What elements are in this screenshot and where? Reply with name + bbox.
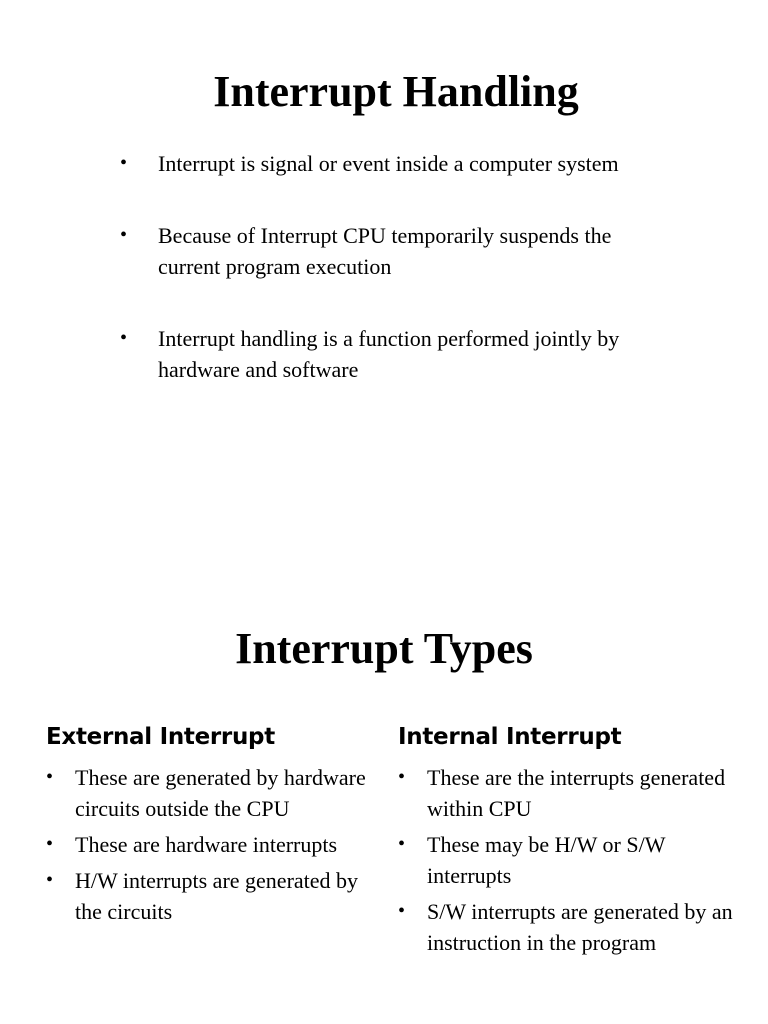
bullet-icon: • (46, 833, 54, 855)
list-item (398, 896, 737, 958)
bullet-text: Interrupt is signal or event inside a computer system (158, 151, 619, 176)
bullet-icon: • (46, 869, 54, 891)
bullet-text: These are the interrupts generated within CPU (427, 765, 726, 821)
column-heading: External Interrupt (46, 724, 275, 750)
list-item (46, 865, 375, 927)
bullet-icon: • (120, 327, 128, 349)
bullet-text: S/W interrupts are generated by an instruction in the program (427, 899, 733, 955)
bullet-text: These are generated by hardware circuits outside the CPU (75, 765, 366, 821)
external-interrupt-column (46, 722, 386, 932)
bullet-list (46, 762, 375, 927)
list-item (120, 323, 638, 385)
bullet-text: These may be H/W or S/W interrupts (427, 832, 666, 888)
list-item (46, 829, 375, 860)
list-item (398, 829, 737, 891)
list-item (120, 220, 638, 282)
slide-title: Interrupt Handling (213, 67, 579, 116)
bullet-text: These are hardware interrupts (75, 832, 338, 857)
list-item (398, 762, 737, 824)
list-item (46, 762, 375, 824)
list-item (120, 148, 638, 179)
bullet-text: H/W interrupts are generated by the circuits (75, 868, 359, 924)
bullet-text: Interrupt handling is a function performed jointly by hardware and software (158, 326, 620, 382)
internal-interrupt-column (398, 722, 748, 963)
slide-interrupt-types (0, 512, 768, 1024)
bullet-text: Because of Interrupt CPU temporarily suspends the current program execution (158, 223, 612, 279)
slide-title: Interrupt Types (235, 624, 533, 673)
column-heading: Internal Interrupt (398, 724, 622, 750)
bullet-icon: • (120, 224, 128, 246)
bullet-icon: • (46, 766, 54, 788)
bullet-icon: • (398, 900, 406, 922)
bullet-icon: • (120, 152, 128, 174)
bullet-icon: • (398, 766, 406, 788)
bullet-icon: • (398, 833, 406, 855)
bullet-list (120, 148, 638, 426)
bullet-list (398, 762, 737, 958)
